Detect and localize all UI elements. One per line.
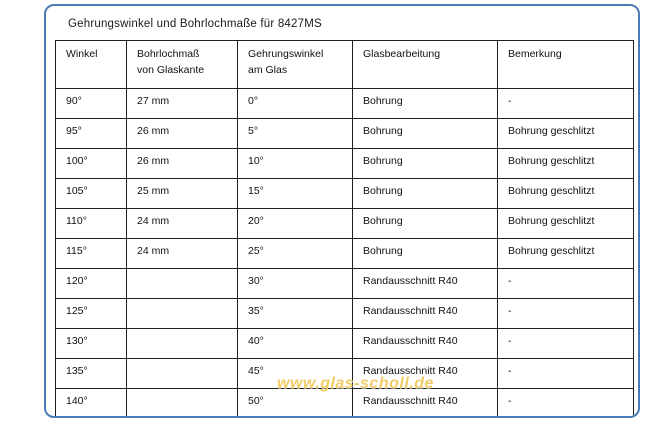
column-header-bemerkung <box>498 41 634 89</box>
cell-glasbearbeitung: Randausschnitt R40 <box>353 269 498 299</box>
cell-bohrlochmass: 26 mm <box>127 149 238 179</box>
cell-winkel: 135° <box>56 359 127 389</box>
cell-glasbearbeitung: Randausschnitt R40 <box>353 329 498 359</box>
cell-winkel: 90° <box>56 89 127 119</box>
cell-bohrlochmass <box>127 389 238 419</box>
table-row <box>56 149 634 179</box>
cell-bohrlochmass: 24 mm <box>127 239 238 269</box>
column-header-winkel-line1: Winkel <box>66 48 98 60</box>
cell-gehrungswinkel: 25° <box>238 239 353 269</box>
column-header-gehrungswinkel-line2: am Glas <box>248 64 288 76</box>
cell-glasbearbeitung: Bohrung <box>353 89 498 119</box>
cell-winkel: 125° <box>56 299 127 329</box>
cell-glasbearbeitung: Bohrung <box>353 119 498 149</box>
info-card <box>44 4 640 418</box>
cell-bohrlochmass <box>127 299 238 329</box>
column-header-gehrungswinkel-line1: Gehrungswinkel <box>248 48 324 60</box>
column-header-bohrlochmass-line2: von Glaskante <box>137 64 205 76</box>
cell-bemerkung: Bohrung geschlitzt <box>498 119 634 149</box>
column-header-gehrungswinkel <box>238 41 353 89</box>
cell-bohrlochmass <box>127 359 238 389</box>
cell-bohrlochmass: 27 mm <box>127 89 238 119</box>
cell-gehrungswinkel: 10° <box>238 149 353 179</box>
cell-bemerkung: Bohrung geschlitzt <box>498 149 634 179</box>
cell-bemerkung: - <box>498 269 634 299</box>
column-header-glasbearbeitung-line1: Glasbearbeitung <box>363 48 441 60</box>
cell-bemerkung: Bohrung geschlitzt <box>498 239 634 269</box>
cell-gehrungswinkel: 40° <box>238 329 353 359</box>
cell-glasbearbeitung: Randausschnitt R40 <box>353 299 498 329</box>
cell-glasbearbeitung: Bohrung <box>353 179 498 209</box>
cell-bemerkung: - <box>498 389 634 419</box>
watermark-text: www.glas-scholl.de <box>277 375 434 392</box>
cell-gehrungswinkel: 0° <box>238 89 353 119</box>
column-header-winkel <box>56 41 127 89</box>
cell-gehrungswinkel: 35° <box>238 299 353 329</box>
cell-winkel: 115° <box>56 239 127 269</box>
cell-gehrungswinkel: 45° <box>238 359 353 389</box>
cell-winkel: 95° <box>56 119 127 149</box>
cell-bohrlochmass <box>127 269 238 299</box>
cell-gehrungswinkel: 30° <box>238 269 353 299</box>
page-title: Gehrungswinkel und Bohrlochmaße für 8427MS <box>68 18 322 30</box>
table-row <box>56 389 634 419</box>
column-header-bohrlochmass-line1: Bohrlochmaß <box>137 48 200 60</box>
cell-gehrungswinkel: 50° <box>238 389 353 419</box>
cell-bohrlochmass <box>127 329 238 359</box>
angles-table <box>55 40 634 418</box>
cell-gehrungswinkel: 20° <box>238 209 353 239</box>
cell-winkel: 100° <box>56 149 127 179</box>
table-row <box>56 239 634 269</box>
cell-bohrlochmass: 25 mm <box>127 179 238 209</box>
table-row <box>56 179 634 209</box>
cell-glasbearbeitung: Bohrung <box>353 239 498 269</box>
cell-glasbearbeitung: Randausschnitt R40 <box>353 389 498 419</box>
cell-winkel: 120° <box>56 269 127 299</box>
table-body <box>56 89 634 419</box>
table-row <box>56 269 634 299</box>
table-row <box>56 209 634 239</box>
table-row <box>56 299 634 329</box>
table-header <box>56 41 634 89</box>
table-row <box>56 89 634 119</box>
cell-winkel: 130° <box>56 329 127 359</box>
cell-gehrungswinkel: 15° <box>238 179 353 209</box>
table-row <box>56 119 634 149</box>
cell-winkel: 105° <box>56 179 127 209</box>
cell-bemerkung: Bohrung geschlitzt <box>498 209 634 239</box>
cell-winkel: 110° <box>56 209 127 239</box>
cell-glasbearbeitung: Bohrung <box>353 209 498 239</box>
cell-bemerkung: - <box>498 89 634 119</box>
cell-bemerkung: - <box>498 329 634 359</box>
column-header-glasbearbeitung <box>353 41 498 89</box>
cell-glasbearbeitung: Randausschnitt R40 <box>353 359 498 389</box>
column-header-bemerkung-line1: Bemerkung <box>508 48 562 60</box>
cell-bohrlochmass: 24 mm <box>127 209 238 239</box>
cell-bemerkung: Bohrung geschlitzt <box>498 179 634 209</box>
cell-glasbearbeitung: Bohrung <box>353 149 498 179</box>
cell-bemerkung: - <box>498 359 634 389</box>
table-row <box>56 359 634 389</box>
table-header-row <box>56 41 634 89</box>
cell-bohrlochmass: 26 mm <box>127 119 238 149</box>
cell-gehrungswinkel: 5° <box>238 119 353 149</box>
column-header-bohrlochmass <box>127 41 238 89</box>
table-row <box>56 329 634 359</box>
cell-bemerkung: - <box>498 299 634 329</box>
cell-winkel: 140° <box>56 389 127 419</box>
